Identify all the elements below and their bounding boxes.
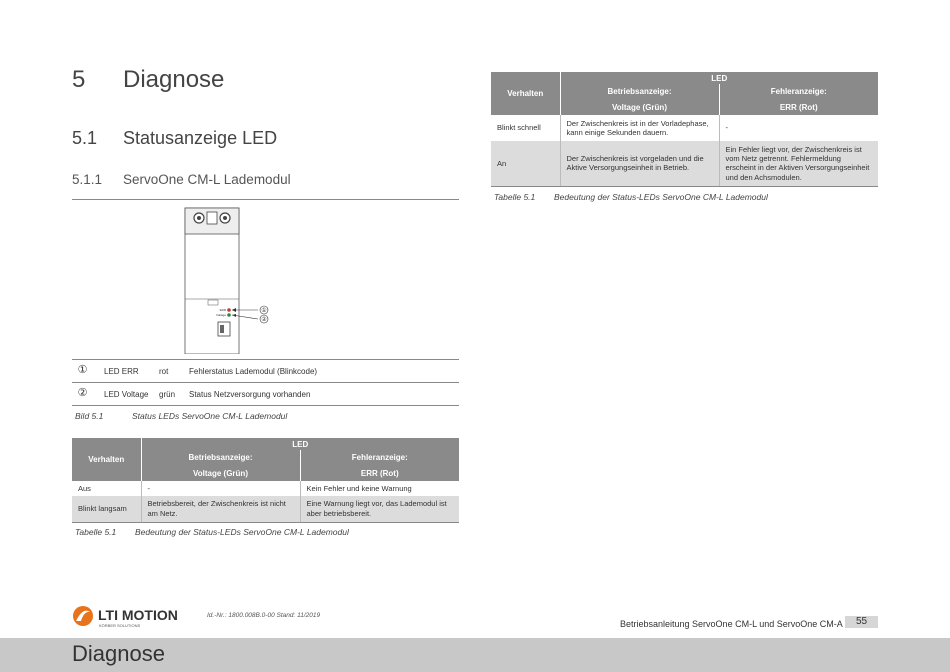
legend-row — [72, 383, 459, 406]
led-err — [227, 308, 231, 312]
cell-error: Eine Warnung liegt vor, das Lademodul ist aber betriebsbereit. — [300, 496, 459, 522]
cell-behavior: Aus — [78, 483, 91, 493]
status-table-left — [72, 438, 459, 523]
device-label-voltage: Voltage — [215, 313, 226, 317]
cell-operation: - — [141, 481, 300, 496]
table-header-led: LED — [141, 438, 459, 450]
footer-chapter-name: Diagnose — [72, 641, 165, 666]
table-header-operation-sub: Voltage (Grün) — [560, 99, 719, 115]
device-label-err: ERR — [219, 308, 226, 312]
cell-operation: Der Zwischenkreis ist vorgeladen und die Aktive Versorgungseinheit in Betrieb. — [560, 141, 719, 186]
cell-error: Kein Fehler und keine Warnung — [300, 481, 459, 496]
callout-2: ② — [261, 316, 267, 323]
legend-led-name: LED Voltage — [104, 390, 149, 399]
page-number: 55 — [845, 616, 878, 628]
table-row — [491, 115, 878, 141]
section-title: Statusanzeige LED — [123, 128, 278, 148]
legend-marker: ② — [77, 387, 88, 399]
document-id: Id.-Nr.: 1800.008B.0-00 Stand: 11/2019 — [207, 612, 321, 619]
table-header-error: Fehleranzeige: — [300, 450, 459, 465]
table-header-operation-sub: Voltage (Grün) — [141, 465, 300, 481]
status-table-right — [491, 72, 878, 187]
subsection-title: ServoOne CM-L Lademodul — [123, 172, 291, 187]
table-header-error: Fehleranzeige: — [719, 84, 878, 99]
cell-operation: Betriebsbereit, der Zwischenkreis ist nicht am Netz. — [141, 496, 300, 522]
table-header-led: LED — [560, 72, 878, 84]
legend-led-meaning: Fehlerstatus Lademodul (Blinkcode) — [189, 367, 318, 376]
cell-behavior: Blinkt langsam — [72, 496, 141, 522]
legend-row — [72, 360, 459, 383]
lti-motion-logo — [72, 604, 202, 630]
legend-marker: ① — [77, 364, 88, 376]
table-header-error-sub: ERR (Rot) — [300, 465, 459, 481]
logo-subtext: KÖRBER SOLUTIONS — [99, 623, 141, 628]
section-divider — [72, 199, 459, 200]
legend-rule-bottom — [72, 405, 459, 406]
table-header-behavior: Verhalten — [72, 438, 141, 481]
table-left-caption-text: Bedeutung der Status-LEDs ServoOne CM-L Lademodul — [135, 527, 349, 537]
figure-caption-label: Bild 5.1 — [75, 411, 104, 421]
logo-text: LTI MOTION — [98, 607, 178, 623]
callout-1: ① — [261, 307, 267, 314]
cell-operation: Der Zwischenkreis ist in der Vorladephase, kann einige Sekunden dauern. — [560, 115, 719, 141]
table-header-behavior: Verhalten — [491, 72, 560, 115]
chapter-number: 5 — [72, 66, 86, 93]
lademodul-illustration — [150, 204, 300, 354]
table-right-caption-label: Tabelle 5.1 — [494, 192, 536, 202]
cell-error: - — [719, 115, 878, 141]
document-title: Betriebsanleitung ServoOne CM-L und ServoOne CM-A — [620, 619, 843, 629]
cell-behavior: Blinkt schnell — [497, 123, 541, 133]
table-header-operation: Betriebsanzeige: — [141, 450, 300, 465]
table-row — [491, 141, 878, 186]
legend-led-meaning: Status Netzversorgung vorhanden — [189, 390, 311, 399]
legend-led-name: LED ERR — [104, 367, 139, 376]
table-right-caption-text: Bedeutung der Status-LEDs ServoOne CM-L Lademodul — [554, 192, 768, 202]
cell-behavior: An — [491, 141, 560, 186]
table-row — [72, 481, 459, 496]
led-voltage — [227, 313, 231, 317]
subsection-number: 5.1.1 — [72, 172, 103, 187]
table-header-operation: Betriebsanzeige: — [560, 84, 719, 99]
cell-error: Ein Fehler liegt vor, der Zwischenkreis ist vom Netz getrennt. Fehlermeldung erscheint in der Aktiven Versorgungseinheit und den Achsmodulen. — [719, 141, 878, 186]
legend-led-color: rot — [159, 367, 169, 376]
table-left-caption-label: Tabelle 5.1 — [75, 527, 117, 537]
table-row — [72, 496, 459, 522]
figure-caption-text: Status LEDs ServoOne CM-L Lademodul — [132, 411, 288, 421]
legend-led-color: grün — [159, 390, 176, 399]
chapter-title: Diagnose — [123, 66, 225, 93]
table-header-error-sub: ERR (Rot) — [719, 99, 878, 115]
section-number: 5.1 — [72, 128, 98, 148]
